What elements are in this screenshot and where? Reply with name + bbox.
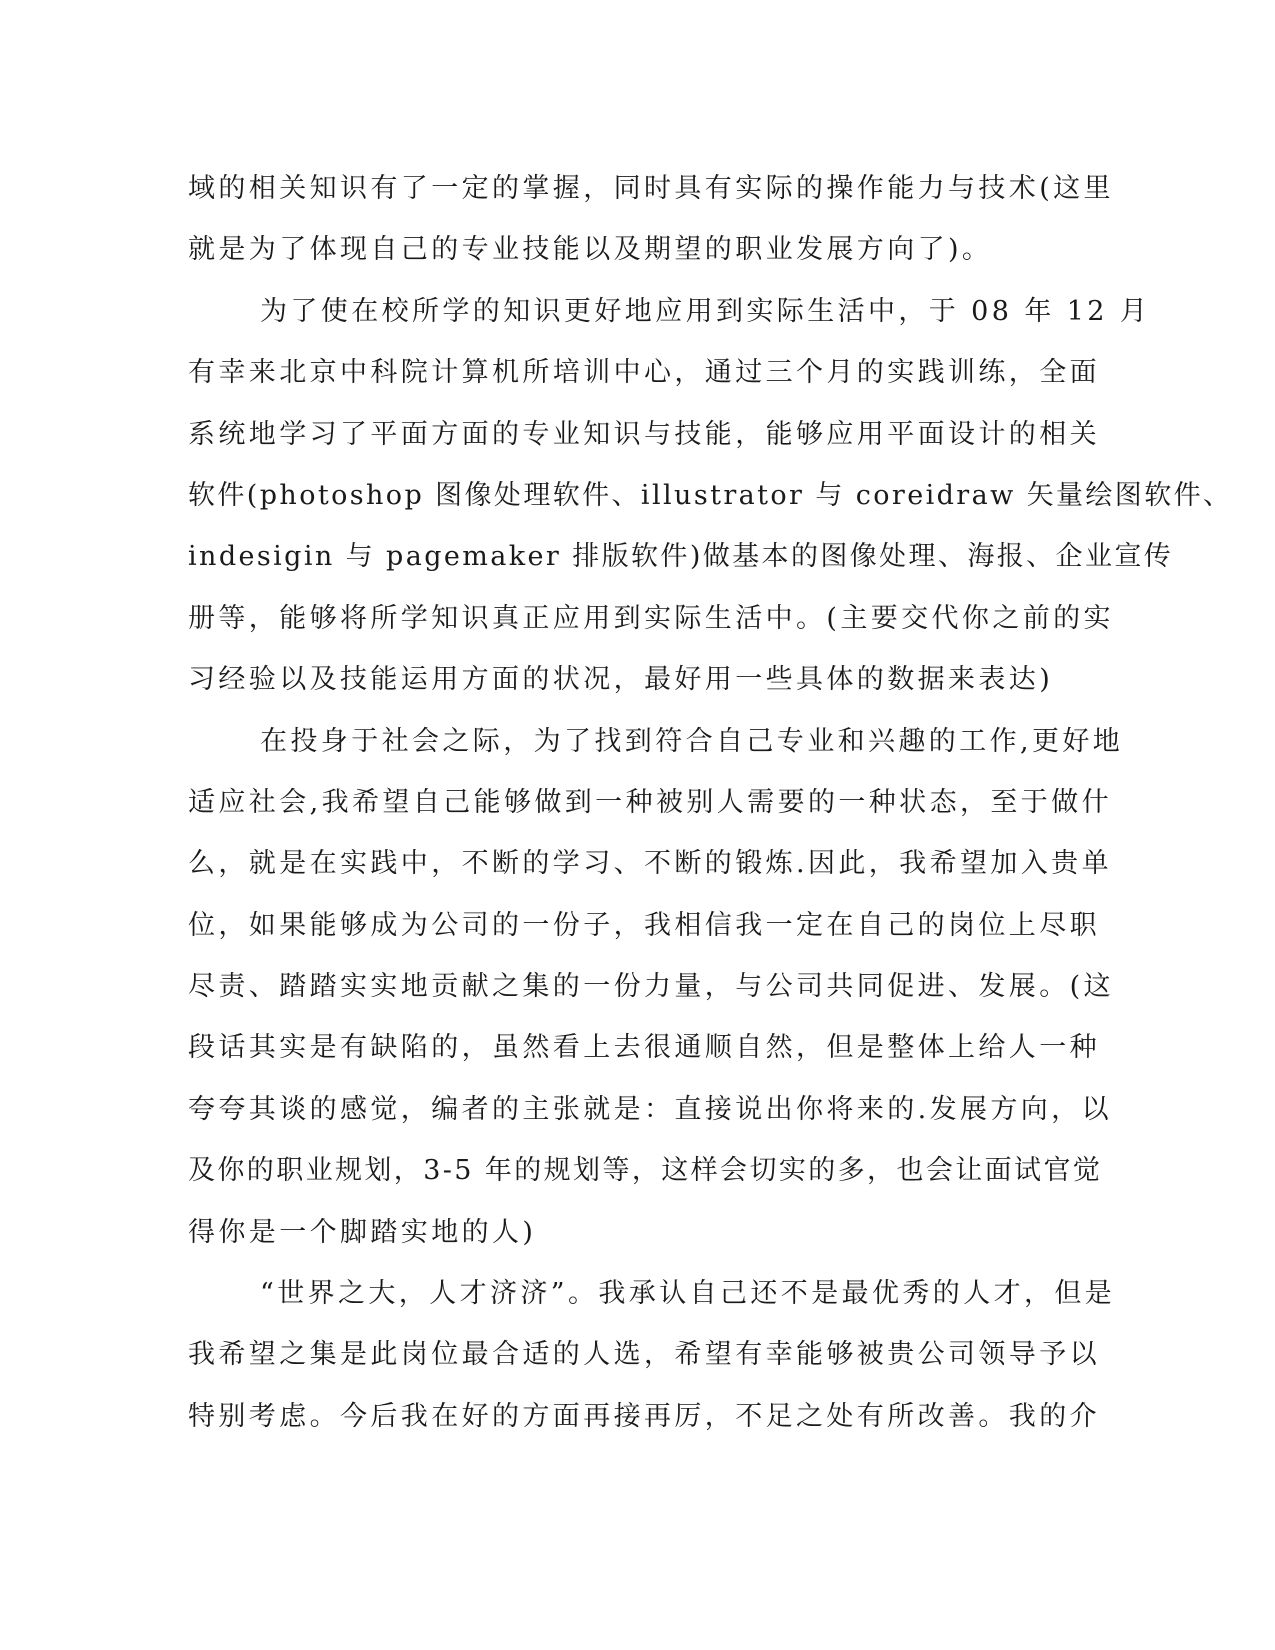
document-body: [188, 158, 1233, 1447]
text-line: 么，就是在实践中，不断的学习、不断的锻炼.因此，我希望加入贵单: [188, 848, 1112, 880]
text-line: 夸夸其谈的感觉，编者的主张就是：直接说出你将来的.发展方向，以: [188, 1093, 1112, 1125]
text-line: 有幸来北京中科院计算机所培训中心，通过三个月的实践训练，全面: [188, 357, 1100, 389]
text-line: 系统地学习了平面方面的专业知识与技能，能够应用平面设计的相关: [188, 418, 1100, 450]
text-line: 得你是一个脚踏实地的人): [188, 1216, 537, 1248]
text-line: 段话其实是有缺陷的，虽然看上去很通顺自然，但是整体上给人一种: [188, 1032, 1100, 1064]
text-line: 软件(photoshop 图像处理软件、illustrator 与 coreidraw 矢量绘图软件、: [188, 479, 1233, 511]
paragraph-start-line: 在投身于社会之际，为了找到符合自己专业和兴趣的工作,更好地: [260, 725, 1124, 757]
text-line: 我希望之集是此岗位最合适的人选，希望有幸能够被贵公司领导予以: [188, 1339, 1100, 1371]
text-line: 习经验以及技能运用方面的状况，最好用一些具体的数据来表达): [188, 664, 1054, 696]
text-line: 及你的职业规划，3-5 年的规划等，这样会切实的多，也会让面试官觉: [188, 1155, 1103, 1187]
text-line: indesigin 与 pagemaker 排版软件)做基本的图像处理、海报、企业宣传: [188, 541, 1174, 573]
paragraph-start-line: 为了使在校所学的知识更好地应用到实际生活中，于 08 年 12 月: [260, 295, 1151, 327]
text-line: 就是为了体现自己的专业技能以及期望的职业发展方向了)。: [188, 234, 993, 266]
text-line: 域的相关知识有了一定的掌握，同时具有实际的操作能力与技术(这里: [188, 173, 1114, 204]
text-line: 位，如果能够成为公司的一份子，我相信我一定在自己的岗位上尽职: [188, 909, 1100, 941]
text-line: 特别考虑。今后我在好的方面再接再厉，不足之处有所改善。我的介: [188, 1400, 1100, 1432]
paragraph-start-line: “世界之大，人才济济”。我承认自己还不是最优秀的人才，但是: [260, 1278, 1116, 1310]
text-line: 尽责、踏踏实实地贡献之集的一份力量，与公司共同促进、发展。(这: [188, 971, 1114, 1003]
text-line: 册等，能够将所学知识真正应用到实际生活中。(主要交代你之前的实: [188, 602, 1114, 634]
text-line: 适应社会,我希望自己能够做到一种被别人需要的一种状态，至于做什: [188, 786, 1112, 818]
